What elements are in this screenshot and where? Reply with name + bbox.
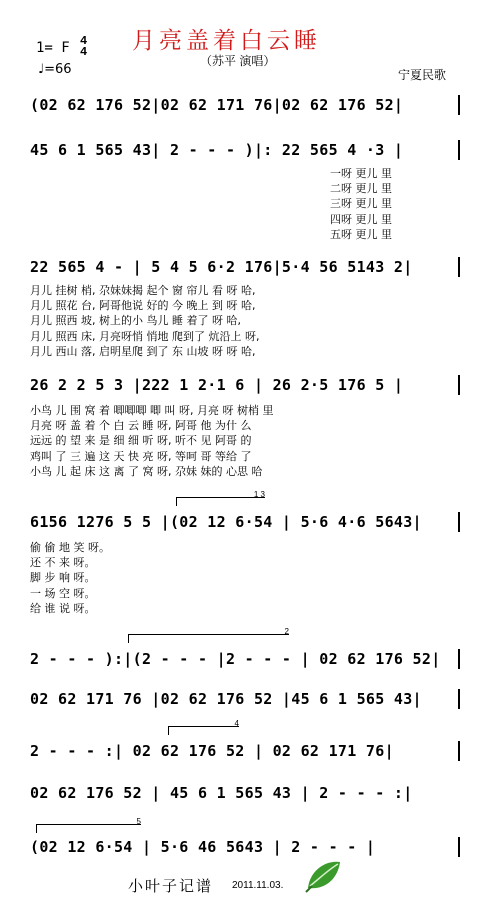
lyric-line: 一 场 空 呀。 bbox=[30, 586, 96, 600]
folk-origin: 宁夏民歌 bbox=[398, 68, 447, 82]
score-line-9: 02 62 176 52 | 45 6 1 565 43 | 2 - - - :| bbox=[30, 784, 413, 802]
lyric-line: 小鸟 儿 起 床 这 离 了 窝 呀, 尕妹 妹的 心思 哈 bbox=[30, 464, 263, 478]
lyrics-block-3 bbox=[30, 283, 259, 359]
lyric-line: 鸡叫 了 三 遍 这 天 快 亮 呀, 等呵 哥 等给 了 bbox=[30, 449, 252, 463]
lyric-line: 还 不 来 呀。 bbox=[30, 556, 96, 570]
barline bbox=[458, 375, 460, 395]
volta-bracket bbox=[168, 719, 239, 735]
lyric-line: 小鸟 儿 围 窝 着 唧唧唧 唧 叫 呀, 月亮 呀 树梢 里 bbox=[30, 404, 274, 417]
barline bbox=[458, 512, 460, 532]
score-line-6: 2 - - - ):|(2 - - - |2 - - - | 02 62 176 52| bbox=[30, 650, 441, 668]
lyric-line: 月儿 照西 床, 月亮呀悄 悄地 爬到了 炕沿上 呀, bbox=[30, 329, 260, 343]
verse-line: 一呀 更儿 里 bbox=[330, 167, 392, 180]
lyric-line: 远远 的 望 来 是 细 细 听 呀, 听不 见 阿哥 的 bbox=[30, 434, 252, 448]
barline bbox=[458, 689, 460, 709]
lyric-line: 脚 步 响 呀。 bbox=[30, 571, 96, 585]
transcriber-credit: 小叶子记谱 bbox=[128, 877, 214, 895]
barline bbox=[458, 837, 460, 857]
score-line-8: 2 - - - :| 02 62 176 52 | 02 62 171 76| bbox=[30, 742, 394, 760]
leaf-icon bbox=[304, 858, 344, 894]
lyric-line: 给 谁 说 呀。 bbox=[30, 601, 96, 615]
volta-bracket bbox=[128, 627, 289, 643]
verse-stack bbox=[330, 166, 392, 242]
barline bbox=[458, 95, 460, 115]
verse-line: 二呀 更儿 里 bbox=[330, 182, 392, 196]
volta-number: 5 bbox=[136, 817, 141, 826]
lyric-line: 月儿 照西 坡, 树上的小 鸟儿 睡 着了 呀 哈, bbox=[30, 314, 241, 328]
barline bbox=[458, 741, 460, 761]
verse-line: 四呀 更儿 里 bbox=[330, 212, 392, 226]
volta-bracket bbox=[176, 490, 265, 506]
score-line-3: 22 565 4 - | 5 4 5 6·2 176|5·4 56 5143 2| bbox=[30, 258, 413, 276]
barline bbox=[458, 649, 460, 669]
volta-number: 4 bbox=[234, 719, 239, 728]
performer-subtitle: （苏平 演唱） bbox=[200, 54, 276, 68]
score-line-10: (02 12 6·54 | 5·6 46 5643 | 2 - - - | bbox=[30, 838, 376, 856]
score-line-5: 6156 1276 5 5 |(02 12 6·54 | 5·6 4·6 5643| bbox=[30, 513, 422, 531]
lyric-line: 月儿 照花 台, 阿哥他说 好的 今 晚上 到 呀 哈, bbox=[30, 299, 256, 313]
volta-number: 2 bbox=[284, 627, 289, 636]
transcription-date: 2011.11.03. bbox=[232, 880, 284, 891]
score-line-7: 02 62 171 76 |02 62 176 52 |45 6 1 565 43| bbox=[30, 690, 422, 708]
volta-bracket bbox=[36, 817, 141, 833]
score-line-1: (02 62 176 52|02 62 171 76|02 62 176 52| bbox=[30, 96, 404, 114]
key-signature: 1= F bbox=[36, 40, 70, 56]
lyrics-block-5 bbox=[30, 540, 110, 616]
tempo-mark: ♩=66 bbox=[38, 62, 72, 77]
score-line-2: 45 6 1 565 43| 2 - - - )|: 22 565 4 ·3 | bbox=[30, 141, 404, 159]
lyric-line: 月儿 西山 落, 启明星爬 到了 东 山坡 呀 呀 哈, bbox=[30, 344, 256, 358]
barline bbox=[458, 140, 460, 160]
verse-line: 五呀 更儿 里 bbox=[330, 227, 392, 241]
score-line-4: 26 2 2 5 3 |222 1 2·1 6 | 26 2·5 176 5 | bbox=[30, 376, 404, 394]
time-top: 4 bbox=[80, 34, 88, 48]
time-signature bbox=[80, 36, 87, 58]
barline bbox=[458, 257, 460, 277]
lyric-line: 偷 偷 地 笑 呀。 bbox=[30, 541, 110, 554]
lyric-line: 月儿 挂树 梢, 尕妹妹揭 起个 窗 帘儿 看 呀 哈, bbox=[30, 284, 256, 297]
lyrics-block-4 bbox=[30, 403, 273, 479]
volta-number: 1 3 bbox=[253, 490, 265, 499]
time-bottom: 4 bbox=[80, 45, 88, 59]
verse-line: 三呀 更儿 里 bbox=[330, 197, 392, 211]
song-title: 月亮盖着白云睡 bbox=[132, 28, 321, 54]
lyric-line: 月亮 呀 盖 着 个 白 云 睡 呀, 阿哥 他 为什 么 bbox=[30, 419, 252, 433]
